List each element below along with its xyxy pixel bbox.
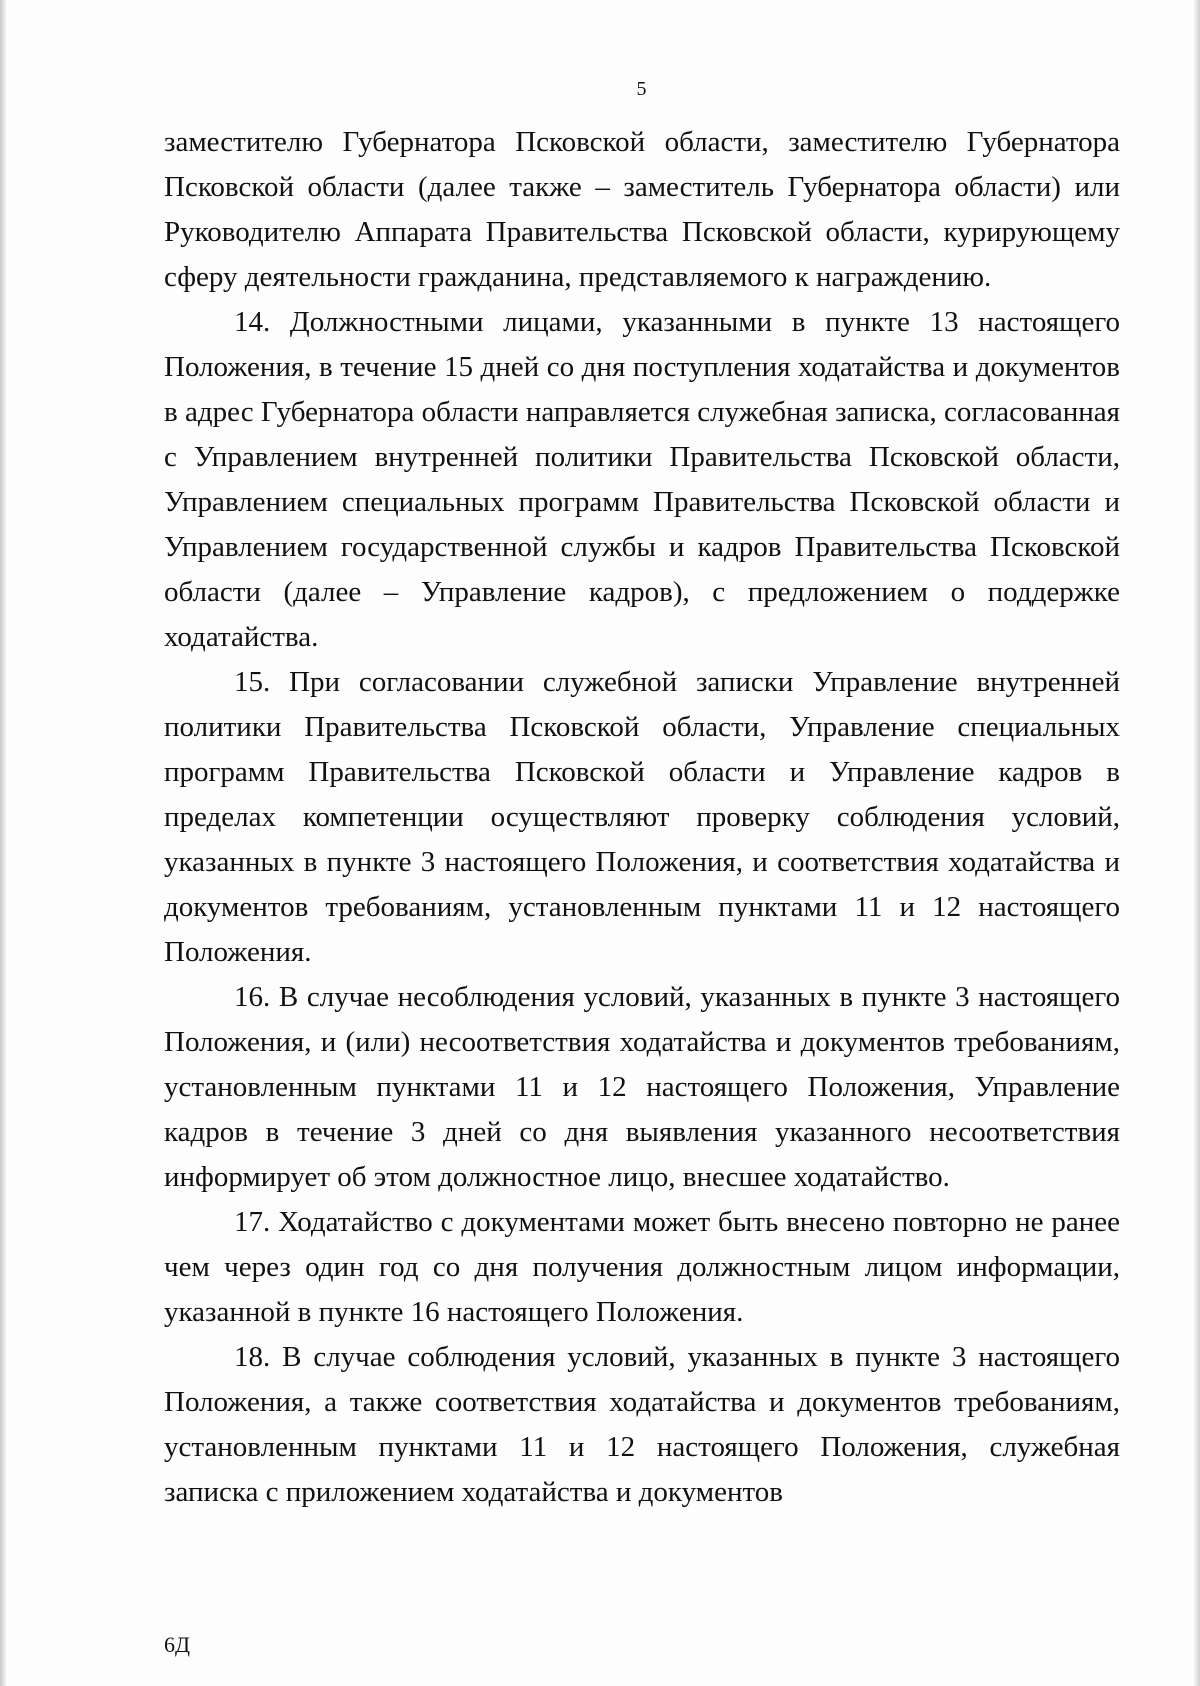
- paragraph-18: 18. В случае соблюдения условий, указанных в пункте 3 настоящего Положения, а также соответствия ходатайства и документов требованиям, установленным пунктами 11 и 12 настоящего Положения, служебная записка с приложением ходатайства и документов: [164, 1341, 1120, 1508]
- page-number: 5: [636, 78, 647, 100]
- footer-code: 6Д: [164, 1632, 191, 1657]
- paragraph-17: 17. Ходатайство с документами может быть внесено повторно не ранее чем через один год со дня получения должностным лицом информации, указанной в пункте 16 настоящего Положения.: [164, 1206, 1120, 1328]
- paragraph-15: 15. При согласовании служебной записки Управление внутренней политики Правительства Псковской области, Управление специальных программ Правительства Псковской области и Управление кадров в пределах компетенции осуществляют проверку соблюдения условий, указанных в пункте 3 настоящего Положения, и соответствия ходатайства и документов требованиям, установленным пунктами 11 и 12 настоящего Положения.: [164, 666, 1120, 968]
- continuation-paragraph: заместителю Губернатора Псковской области, заместителю Губернатора Псковской области (далее также – заместитель Губернатора области) или Руководителю Аппарата Правительства Псковской области, курирующему сферу деятельности гражданина, представляемого к награждению.: [164, 126, 1120, 293]
- paragraph-16: 16. В случае несоблюдения условий, указанных в пункте 3 настоящего Положения, и (или) несоответствия ходатайства и документов требованиям, установленным пунктами 11 и 12 настоящего Положения, Управление кадров в течение 3 дней со дня выявления указанного несоответствия информирует об этом должностное лицо, внесшее ходатайство.: [164, 981, 1120, 1193]
- paragraph-14: 14. Должностными лицами, указанными в пункте 13 настоящего Положения, в течение 15 дней со дня поступления ходатайства и документов в адрес Губернатора области направляется служебная записка, согласованная с Управлением внутренней политики Правительства Псковской области, Управлением специальных программ Правительства Псковской области и Управлением государственной службы и кадров Правительства Псковской области (далее – Управление кадров), с предложением о поддержке ходатайства.: [164, 306, 1120, 653]
- scan-edge-left: [0, 0, 6, 1686]
- scan-edge-right: [1194, 0, 1200, 1686]
- document-body: [164, 120, 1120, 1515]
